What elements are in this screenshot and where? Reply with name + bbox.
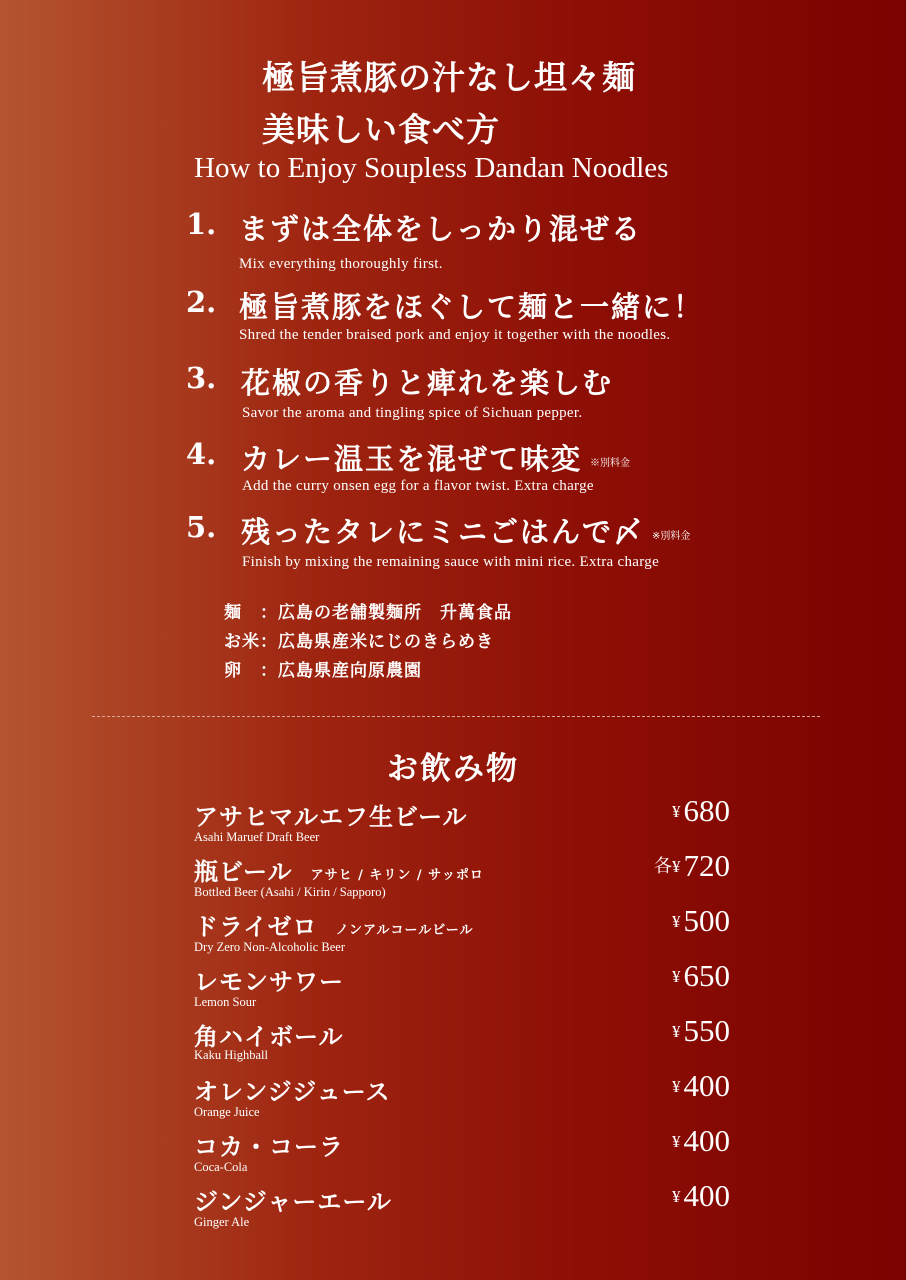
- step-text-jp: [241, 510, 690, 551]
- yen-symbol: ¥: [672, 1022, 681, 1041]
- step-text-jp: 極旨煮豚をほぐして麺と一緒に！: [239, 290, 705, 324]
- drink-item: [194, 1013, 730, 1069]
- drink-item: [194, 848, 730, 904]
- step-number: 2.: [186, 285, 217, 319]
- drink-price: [672, 1013, 730, 1049]
- menu-subtitle: How to Enjoy Soupless Dandan Noodles: [194, 152, 669, 184]
- drink-price: [672, 958, 730, 994]
- drink-item: [194, 903, 730, 959]
- origin-rice: お米：広島県産米にじのきらめき: [224, 632, 494, 652]
- drink-item: [194, 1123, 730, 1179]
- step-number: 4.: [186, 437, 217, 471]
- price-value: 400: [683, 1123, 730, 1158]
- drink-name-en: Dry Zero Non-Alcoholic Beer: [194, 940, 345, 954]
- price-value: 400: [683, 1068, 730, 1103]
- yen-symbol: ¥: [672, 857, 681, 876]
- drink-name-jp: オレンジジュース: [194, 1077, 391, 1106]
- menu-title-line1: 極旨煮豚の汁なし坦々麺: [262, 58, 636, 97]
- drink-price: [672, 793, 730, 829]
- step-text-jp: 花椒の香りと痺れを楽しむ: [241, 366, 614, 400]
- drink-name-en: Lemon Sour: [194, 995, 257, 1009]
- drink-name-en: Ginger Ale: [194, 1215, 250, 1229]
- step-text-en: Finish by mixing the remaining sauce with mini rice. Extra charge: [242, 554, 660, 570]
- price-value: 400: [683, 1178, 730, 1213]
- dashed-divider: [92, 716, 820, 717]
- price-value: 720: [683, 848, 730, 883]
- drink-name-jp: [194, 907, 473, 942]
- drink-brand-list: アサヒ / キリン / サッポロ: [310, 868, 484, 883]
- drink-name-jp: ジンジャーエール: [194, 1187, 392, 1216]
- drink-item: [194, 1178, 730, 1234]
- origin-noodles: 麺 ：広島の老舗製麺所 升萬食品: [224, 603, 512, 623]
- drink-name-en: Coca-Cola: [194, 1160, 248, 1174]
- yen-symbol: ¥: [672, 1132, 681, 1151]
- drink-price: [672, 1123, 730, 1159]
- drink-name-jp: [194, 852, 484, 887]
- drink-name-en: Bottled Beer (Asahi / Kirin / Sapporo): [194, 885, 386, 899]
- drink-name-jp-main: ドライゼロ: [194, 912, 318, 941]
- drink-price: [672, 1178, 730, 1214]
- extra-charge-note: ※別料金: [590, 457, 631, 469]
- price-prefix: 各: [654, 856, 672, 877]
- drink-item: [194, 958, 730, 1014]
- drink-name-jp: アサヒマルエフ生ビール: [194, 802, 468, 831]
- drink-name-jp-main: 瓶ビール: [194, 857, 293, 886]
- drink-subtitle: ノンアルコールビール: [335, 923, 474, 938]
- price-value: 500: [683, 903, 730, 938]
- step-number: 5.: [186, 510, 217, 544]
- drink-name-jp: コカ・コーラ: [194, 1132, 344, 1161]
- price-value: 650: [683, 958, 730, 993]
- menu-title-line2: 美味しい食べ方: [262, 110, 500, 149]
- drink-item: [194, 793, 730, 849]
- step-text-en: Mix everything thoroughly first.: [239, 256, 443, 272]
- yen-symbol: ¥: [672, 967, 681, 986]
- price-value: 550: [683, 1013, 730, 1048]
- drink-name-jp: レモンサワー: [194, 967, 344, 996]
- drink-item: [194, 1068, 730, 1124]
- origin-egg: 卵 ：広島県産向原農園: [224, 661, 422, 681]
- drink-name-en: Kaku Highball: [194, 1048, 268, 1062]
- drink-price: [654, 848, 730, 884]
- step-text-jp-main: カレー温玉を混ぜて味変: [241, 442, 583, 476]
- extra-charge-note: ※別料金: [652, 530, 691, 542]
- drink-price: [672, 903, 730, 939]
- drink-price: [672, 1068, 730, 1104]
- step-text-en: Savor the aroma and tingling spice of Sichuan pepper.: [242, 405, 583, 421]
- step-number: 1.: [186, 207, 217, 241]
- drink-name-jp: 角ハイボール: [194, 1022, 344, 1051]
- yen-symbol: ¥: [672, 1077, 681, 1096]
- yen-symbol: ¥: [672, 1187, 681, 1206]
- drink-name-en: Asahi Maruef Draft Beer: [194, 830, 320, 844]
- step-text-en: Shred the tender braised pork and enjoy it together with the noodles.: [239, 327, 671, 343]
- yen-symbol: ¥: [672, 802, 681, 821]
- drinks-section-title: お飲み物: [387, 751, 519, 787]
- step-text-jp: [241, 437, 630, 478]
- drink-name-en: Orange Juice: [194, 1105, 260, 1119]
- step-number: 3.: [186, 361, 217, 395]
- step-text-jp: まずは全体をしっかり混ぜる: [239, 212, 643, 246]
- step-text-jp-main: 残ったタレにミニごはんで〆: [241, 515, 645, 549]
- price-value: 680: [683, 793, 730, 828]
- yen-symbol: ¥: [672, 912, 681, 931]
- step-text-en: Add the curry onsen egg for a flavor twist. Extra charge: [242, 478, 594, 494]
